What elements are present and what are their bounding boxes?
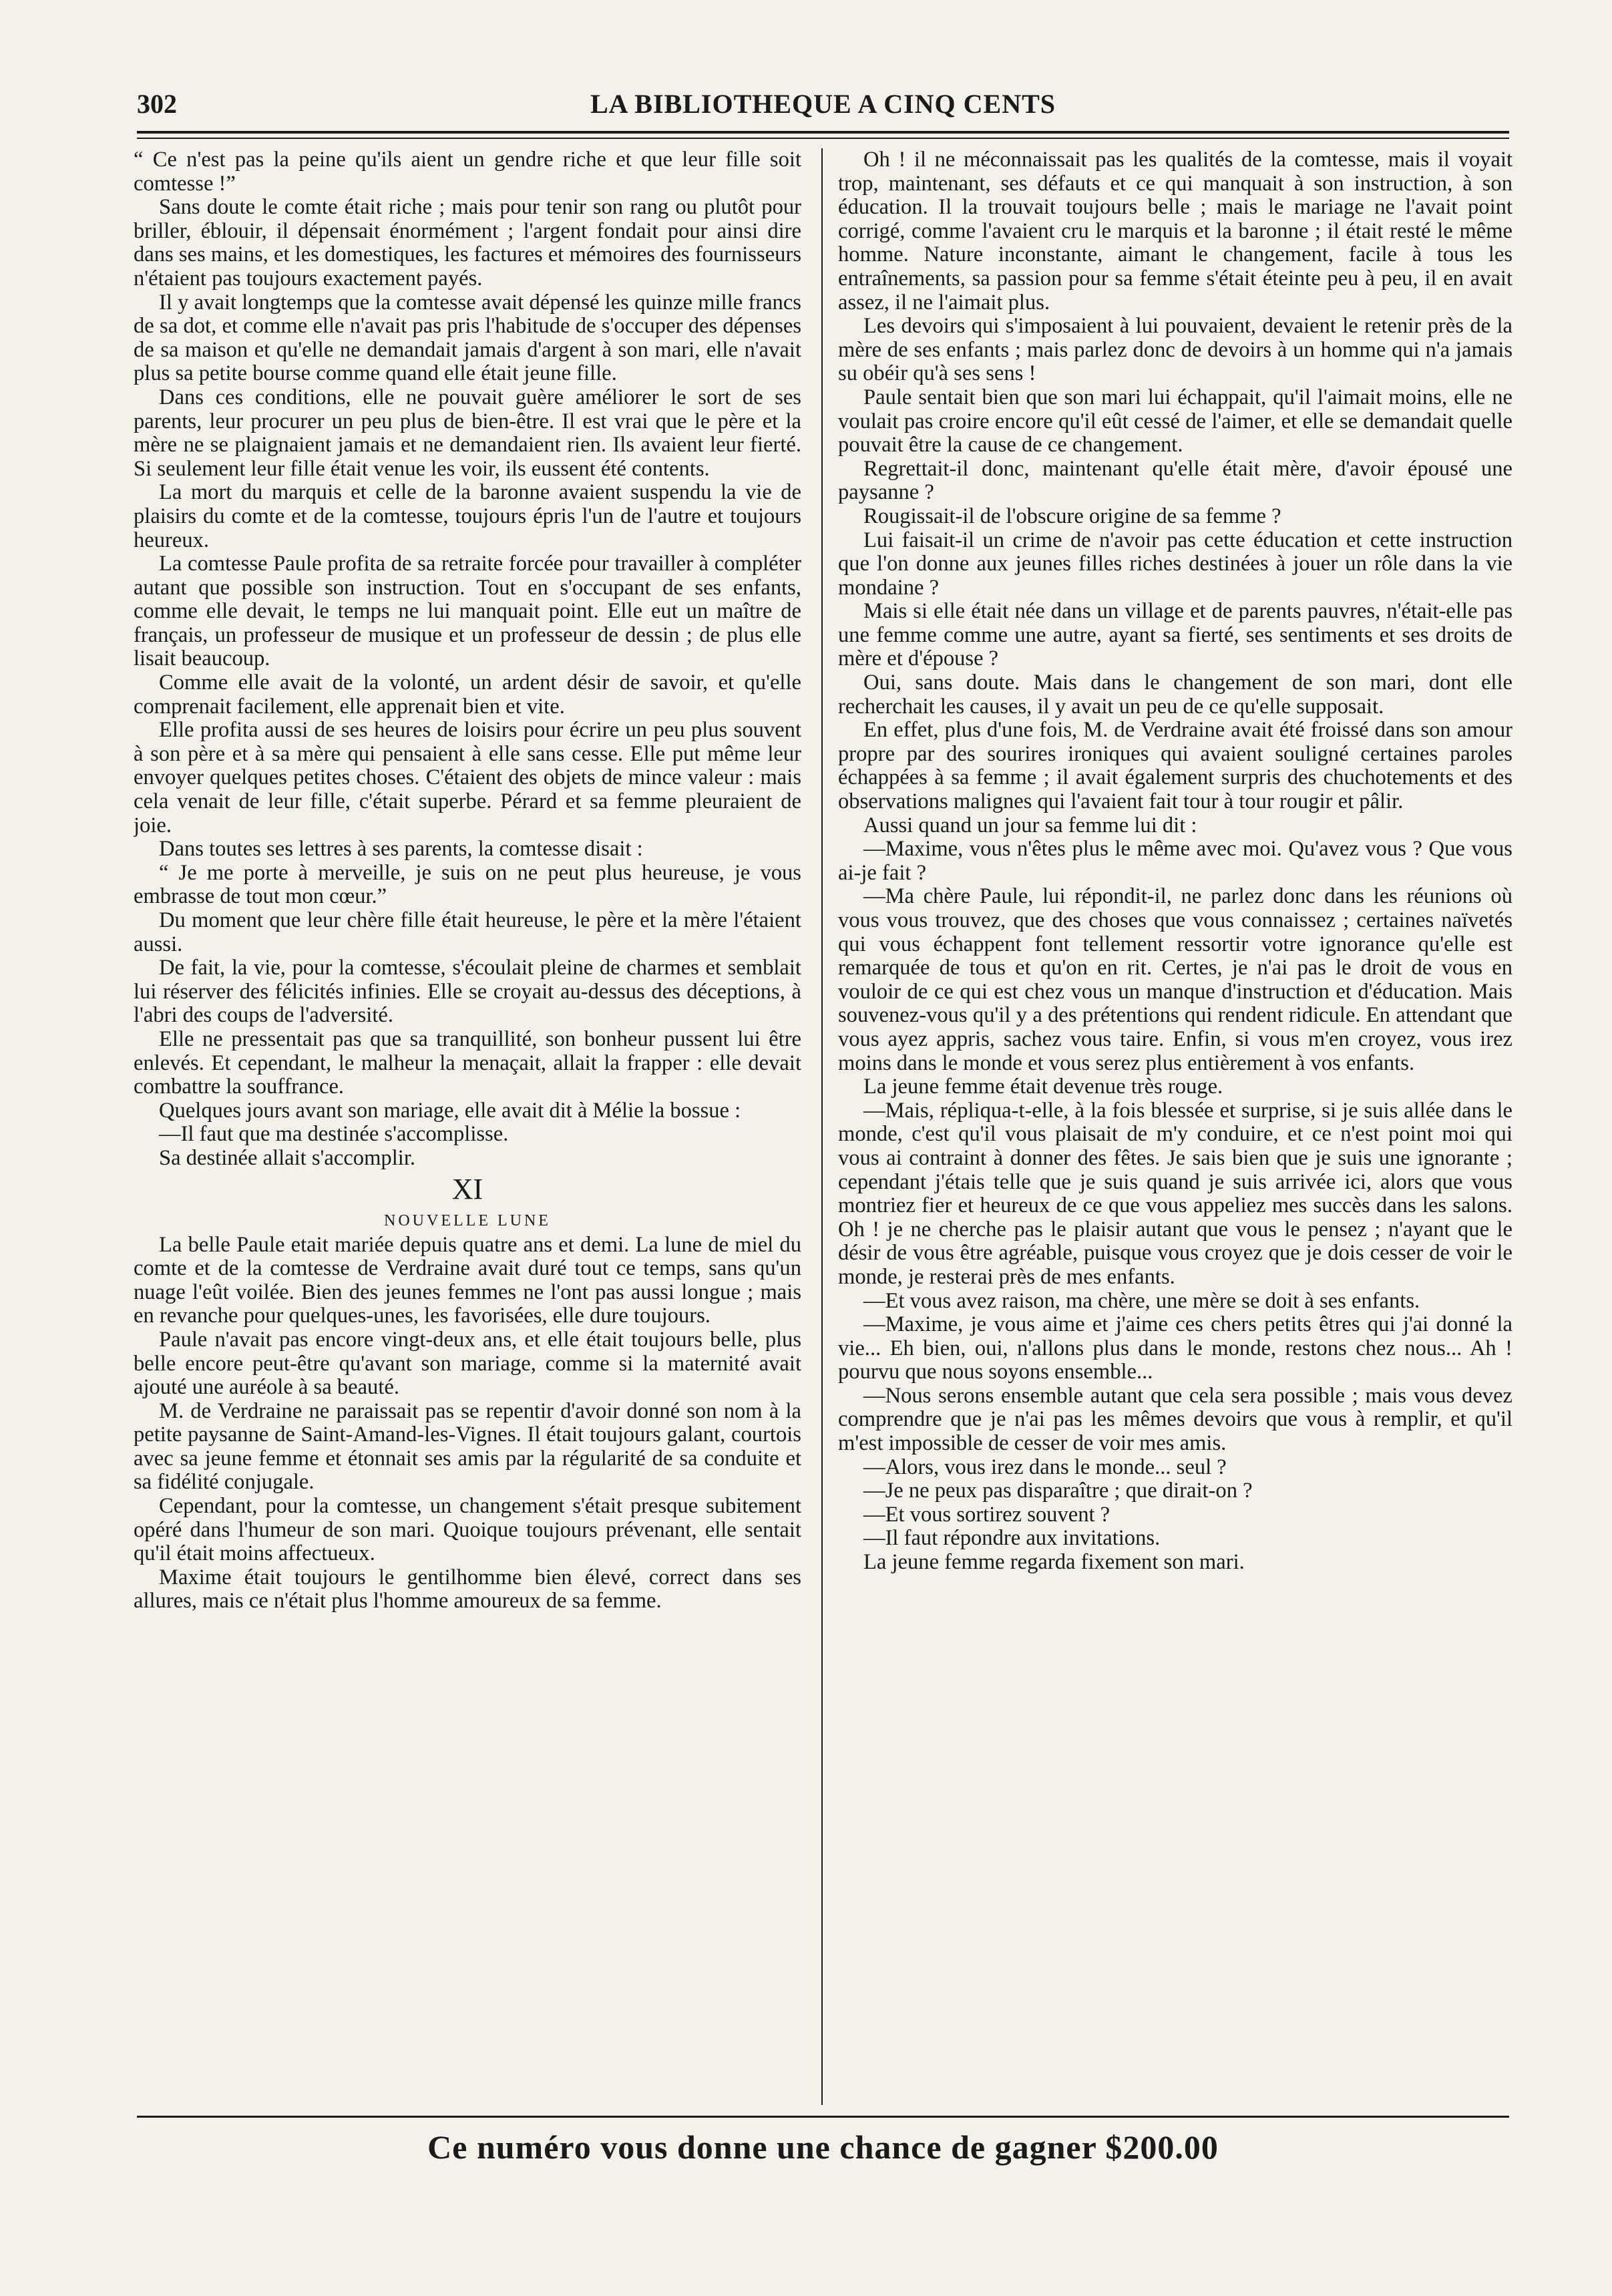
header-rule [137,131,1509,139]
column-divider [821,148,823,2105]
paragraph: La mort du marquis et celle de la baronne avaient suspendu la vie de plaisirs du comte et de la comtesse, toujours épris l'un de l'autre et toujours heureux. [134,480,801,552]
running-title: LA BIBLIOTHEQUE A CINQ CENTS [590,89,1056,119]
footer-banner: Ce numéro vous donne une chance de gagner $200.00 [427,2128,1219,2166]
paragraph: —Je ne peux pas disparaître ; que dirait-on ? [863,1479,1253,1503]
paragraph: “ Je me porte à merveille, je suis on ne peut plus heureuse, je vous embrasse de tout mon cœur.” [134,860,801,909]
paragraph: Sa destinée allait s'accomplir. [159,1145,416,1170]
chapter-number: XI [451,1172,483,1205]
paragraph: La belle Paule etait mariée depuis quatre ans et demi. La lune de miel du comte et de la comtesse de Verdraine avait duré tout ce temps, sans qu'un nuage l'eût voilée. Bien des jeunes femmes ne l'ont pas aussi longue ; mais en revanche pour quelques-unes, les favorisées, elle dure toujours. [134,1232,801,1328]
paragraph: M. de Verdraine ne paraissait pas se repentir d'avoir donné son nom à la petite paysanne de Saint-Amand-les-Vignes. Il était toujours galant, courtois avec sa jeune femme et étonnait ses amis par la régularité de sa conduite et sa fidélité conjugale. [134,1398,801,1495]
paragraph: —Et vous sortirez souvent ? [863,1502,1111,1527]
paragraph: —Il faut que ma destinée s'accomplisse. [159,1122,509,1147]
paragraph: Regrettait-il donc, maintenant qu'elle était mère, d'avoir épousé une paysanne ? [838,456,1513,505]
paragraph: Il y avait longtemps que la comtesse avait dépensé les quinze mille francs de sa dot, et comme elle n'avait pas pris l'habitude de s'occuper des dépenses de sa maison et qu'elle ne demandait jamais d'argent à son mari, elle n'avait plus sa petite bourse comme quand elle était jeune fille. [134,290,801,386]
paragraph: —Il faut répondre aux invitations. [863,1526,1161,1551]
paragraph: Mais si elle était née dans un village et de parents pauvres, n'était-elle pas une femme comme une autre, ayant sa fierté, ses sentiments et ses droits de mère et d'épouse ? [838,599,1513,671]
paragraph: Comme elle avait de la volonté, un ardent désir de savoir, et qu'elle comprenait facilement, elle apprenait bien et vite. [134,671,801,719]
paragraph: Oh ! il ne méconnaissait pas les qualités de la comtesse, mais il voyait trop, maintenant, ses défauts et ce qui manquait à son instruction, à son éducation. Il la trouvait toujours belle ; mais le mariage ne l'avait point corrigé, comme l'avaient cru le marquis et la baronne ; il était resté le même homme. Nature inconstante, aimant le changement, facile à tous les entraînements, sa passion pour sa femme s'était éteinte peu à peu, il en avait assez, il ne l'aimait plus. [838,148,1513,315]
paragraph: Cependant, pour la comtesse, un changement s'était presque subitement opéré dans l'humeur de son mari. Quoique toujours prévenant, elle sentait qu'il était moins affectueux. [134,1494,801,1566]
paragraph: “ Ce n'est pas la peine qu'ils aient un gendre riche et que leur fille soit comtesse !” [134,148,801,196]
paragraph: —Et vous avez raison, ma chère, une mère se doit à ses enfants. [863,1288,1420,1313]
paragraph: Dans ces conditions, elle ne pouvait guère améliorer le sort de ses parents, leur procurer un peu plus de bien-être. Il est vrai que le père et la mère ne se plaignaient jamais et ne demandaient rien. Ils avaient leur fierté. Si seulement leur fille était venue les voir, ils eussent été contents. [134,385,801,481]
chapter-title: NOUVELLE LUNE [384,1211,551,1229]
paragraph: Dans toutes ses lettres à ses parents, la comtesse disait : [159,837,643,862]
paragraph: Maxime était toujours le gentilhomme bien élevé, correct dans ses allures, mais ce n'était plus l'homme amoureux de sa femme. [134,1565,801,1613]
paragraph: La jeune femme était devenue très rouge. [863,1075,1223,1099]
footer-rule [137,2116,1509,2118]
paragraph: —Maxime, vous n'êtes plus le même avec moi. Qu'avez vous ? Que vous ai-je fait ? [838,837,1513,885]
page-number: 302 [137,89,177,119]
paragraph: —Nous serons ensemble autant que cela sera possible ; mais vous devez comprendre que je n'ai pas les mêmes devoirs que vous à remplir, et qu'il m'est impossible de cesser de voir mes amis. [838,1383,1513,1456]
paragraph: Les devoirs qui s'imposaient à lui pouvaient, devaient le retenir près de la mère de ses enfants ; mais parlez donc de devoirs à un homme qui n'a jamais su obéir qu'à ses sens ! [838,314,1513,386]
paragraph: De fait, la vie, pour la comtesse, s'écoulait pleine de charmes et semblait lui réserver des félicités infinies. Elle se croyait au-dessus des déceptions, à l'abri des coups de l'adversité. [134,956,801,1028]
paragraph: Lui faisait-il un crime de n'avoir pas cette éducation et cette instruction que l'on donne aux jeunes filles riches destinées à jouer un rôle dans la vie mondaine ? [838,528,1513,600]
paragraph: Paule sentait bien que son mari lui échappait, qu'il l'aimait moins, elle ne voulait pas croire encore qu'il eût cessé de l'aimer, et elle se demandait quelle pouvait être la cause de ce changement. [838,385,1513,457]
paragraph: Aussi quand un jour sa femme lui dit : [863,813,1197,837]
paragraph: —Maxime, je vous aime et j'aime ces chers petits êtres qui j'ai donné la vie... Eh bien, oui, n'allons plus dans le monde, restons chez nous... Ah ! pourvu que nous soyons ensemble... [838,1312,1513,1384]
paragraph: Quelques jours avant son mariage, elle avait dit à Mélie la bossue : [159,1098,741,1123]
left-column [134,148,801,2105]
right-column [838,148,1513,2105]
paragraph: Elle profita aussi de ses heures de loisirs pour écrire un peu plus souvent à son père et à sa mère qui pensaient à elle sans cesse. Elle put même leur envoyer quelques petites choses. C'étaient des objets de mince valeur : mais cela venait de leur fille, c'était superbe. Pérard et sa femme pleuraient de joie. [134,718,801,837]
paragraph: Rougissait-il de l'obscure origine de sa femme ? [863,504,1281,528]
paragraph: Sans doute le comte était riche ; mais pour tenir son rang ou plutôt pour briller, éblouir, il dépensait énormément ; l'argent fondait pour ainsi dire dans ses mains, et les domestiques, les factures et mémoires des fournisseurs n'étaient pas toujours exactement payés. [134,195,801,291]
paragraph: —Ma chère Paule, lui répondit-il, ne parlez donc dans les réunions où vous vous trouvez, que des choses que vous connaissez ; certaines naïvetés qui vous échappent font tellement ressortir votre ignorance qu'elle est remarquée de tous et qu'on en rit. Certes, je n'ai pas le droit de vous en vouloir de ce qui est chez vous un manque d'instruction et d'éducation. Mais souvenez-vous qu'il y a des prétentions qui rendent ridicule. En attendant que vous ayez appris, sachez vous taire. Enfin, si vous m'en croyez, vous irez moins dans le monde et vous serez plus entièrement à vos enfants. [838,884,1513,1075]
paragraph: En effet, plus d'une fois, M. de Verdraine avait été froissé dans son amour propre par des sourires ironiques qui avaient souligné certaines paroles échappées à sa femme ; il avait également surpris des chuchotements et des observations malignes qui l'avaient fait tour à tour rougir et pâlir. [838,718,1513,814]
paragraph: Paule n'avait pas encore vingt-deux ans, et elle était toujours belle, plus belle encore peut-être qu'avant son mariage, comme si la maternité avait ajouté une auréole à sa beauté. [134,1327,801,1400]
paragraph: Du moment que leur chère fille était heureuse, le père et la mère l'étaient aussi. [134,908,801,956]
paragraph: Oui, sans doute. Mais dans le changement de son mari, dont elle recherchait les causes, il y avait un peu de ce qu'elle supposait. [838,671,1513,719]
paragraph: La comtesse Paule profita de sa retraite forcée pour travailler à compléter autant que possible son instruction. Tout en s'occupant de ses enfants, comme elle devait, le temps ne lui manquait point. Elle eut un maître de français, un professeur de musique et un professeur de dessin ; de plus elle lisait beaucoup. [134,552,801,671]
paragraph: La jeune femme regarda fixement son mari. [863,1550,1245,1575]
page-header [137,85,1509,126]
paragraph: Elle ne pressentait pas que sa tranquillité, son bonheur pussent lui être enlevés. Et cependant, le malheur la menaçait, allait la frapper : elle devait combattre la souffrance. [134,1026,801,1099]
paragraph: —Mais, répliqua-t-elle, à la fois blessée et surprise, si je suis allée dans le monde, c'est qu'il vous plaisait de m'y conduire, et ce n'est point moi qui vous ai contraint à donner des fêtes. Je sais bien que je suis une ignorante ; cependant j'étais telle que je suis quand je suis arrivée ici, alors que vous montriez fier et heureux de ce que vous appeliez mes succès dans les salons. Oh ! je ne cherche pas le plaisir autant que vous le pensez ; n'ayant que le désir de vous être agréable, puisque vous croyez que je dois cesser de voir le monde, je resterai près de mes enfants. [838,1098,1513,1289]
paragraph: —Alors, vous irez dans le monde... seul ? [863,1455,1227,1479]
